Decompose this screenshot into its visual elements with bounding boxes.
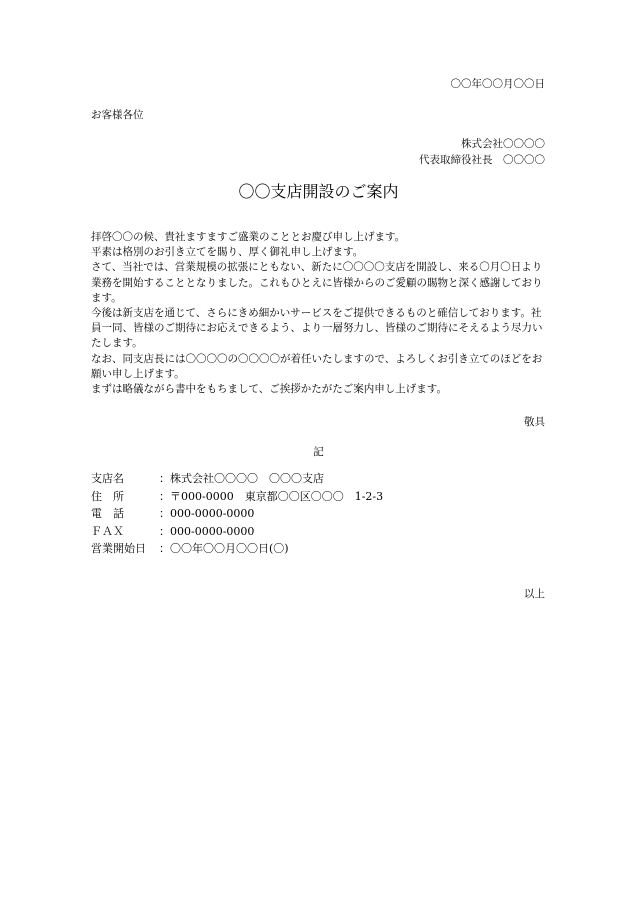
detail-value: 000-0000-0000 bbox=[170, 507, 255, 520]
detail-row-start-date bbox=[91, 540, 383, 558]
detail-separator: ： bbox=[159, 507, 170, 520]
body-paragraph: 平素は格別のお引き立てを賜り、厚く御礼申し上げます。 bbox=[91, 246, 364, 259]
closing-ijou: 以上 bbox=[524, 588, 545, 600]
details-list bbox=[91, 470, 383, 558]
detail-row-fax bbox=[91, 523, 383, 541]
detail-label: 支店名 bbox=[91, 472, 124, 485]
detail-separator: ： bbox=[159, 472, 170, 485]
detail-separator: ： bbox=[159, 489, 170, 503]
sender-representative: 代表取締役社長 〇〇〇〇 bbox=[419, 154, 545, 166]
body-paragraph: なお、同支店長には〇〇〇〇の〇〇〇〇が着任いたしますので、よろしくお引き立てのほどをお願い申し上げます。 bbox=[91, 352, 543, 380]
detail-separator: ： bbox=[159, 542, 170, 555]
letter-date: 〇〇年〇〇月〇〇日 bbox=[450, 78, 545, 90]
body-paragraph: まずは略儀ながら書中をもちまして、ご挨拶かたがたご案内申し上げます。 bbox=[91, 383, 447, 396]
detail-value: 000-0000-0000 bbox=[170, 524, 255, 538]
detail-label: 営業開始日 bbox=[91, 542, 146, 555]
detail-label: ＦＡＸ bbox=[91, 524, 124, 538]
recipient: お客様各位 bbox=[91, 109, 144, 121]
letter-body bbox=[91, 230, 551, 397]
body-paragraph: さて、当社では、営業規模の拡張にともない、新たに〇〇〇〇支店を開設し、来る〇月〇日より業務を開始することとなりました。これもひとえに皆様からのご愛顧の賜物と深く感謝しております。 bbox=[91, 261, 543, 304]
detail-label: 住 所 bbox=[91, 489, 124, 503]
detail-label: 電 話 bbox=[91, 507, 124, 520]
body-paragraph: 今後は新支店を通じて、さらにきめ細かいサービスをご提供できるものと確信しております。社員一同、皆様のご期待にお応えできるよう、より一層努力し、皆様のご期待にそえるよう尽力いたします。 bbox=[91, 307, 543, 350]
sender-company: 株式会社〇〇〇〇 bbox=[461, 138, 545, 150]
letter-title: 〇〇支店開設のご案内 bbox=[238, 182, 399, 201]
body-paragraph: 拝啓〇〇の候、貴社ますますご盛業のこととお慶び申し上げます。 bbox=[91, 231, 406, 243]
detail-value: 〒000-0000 東京都〇〇区〇〇〇 1-2-3 bbox=[170, 489, 384, 503]
detail-row-phone bbox=[91, 505, 383, 523]
ki-heading: 記 bbox=[313, 446, 324, 458]
detail-separator: ： bbox=[159, 524, 170, 538]
detail-value: 株式会社〇〇〇〇 〇〇〇支店 bbox=[170, 472, 324, 485]
closing-keigu: 敬具 bbox=[524, 416, 545, 428]
detail-value: 〇〇年〇〇月〇〇日(〇) bbox=[170, 542, 289, 555]
detail-row-branch bbox=[91, 470, 383, 488]
detail-row-address bbox=[91, 488, 383, 506]
